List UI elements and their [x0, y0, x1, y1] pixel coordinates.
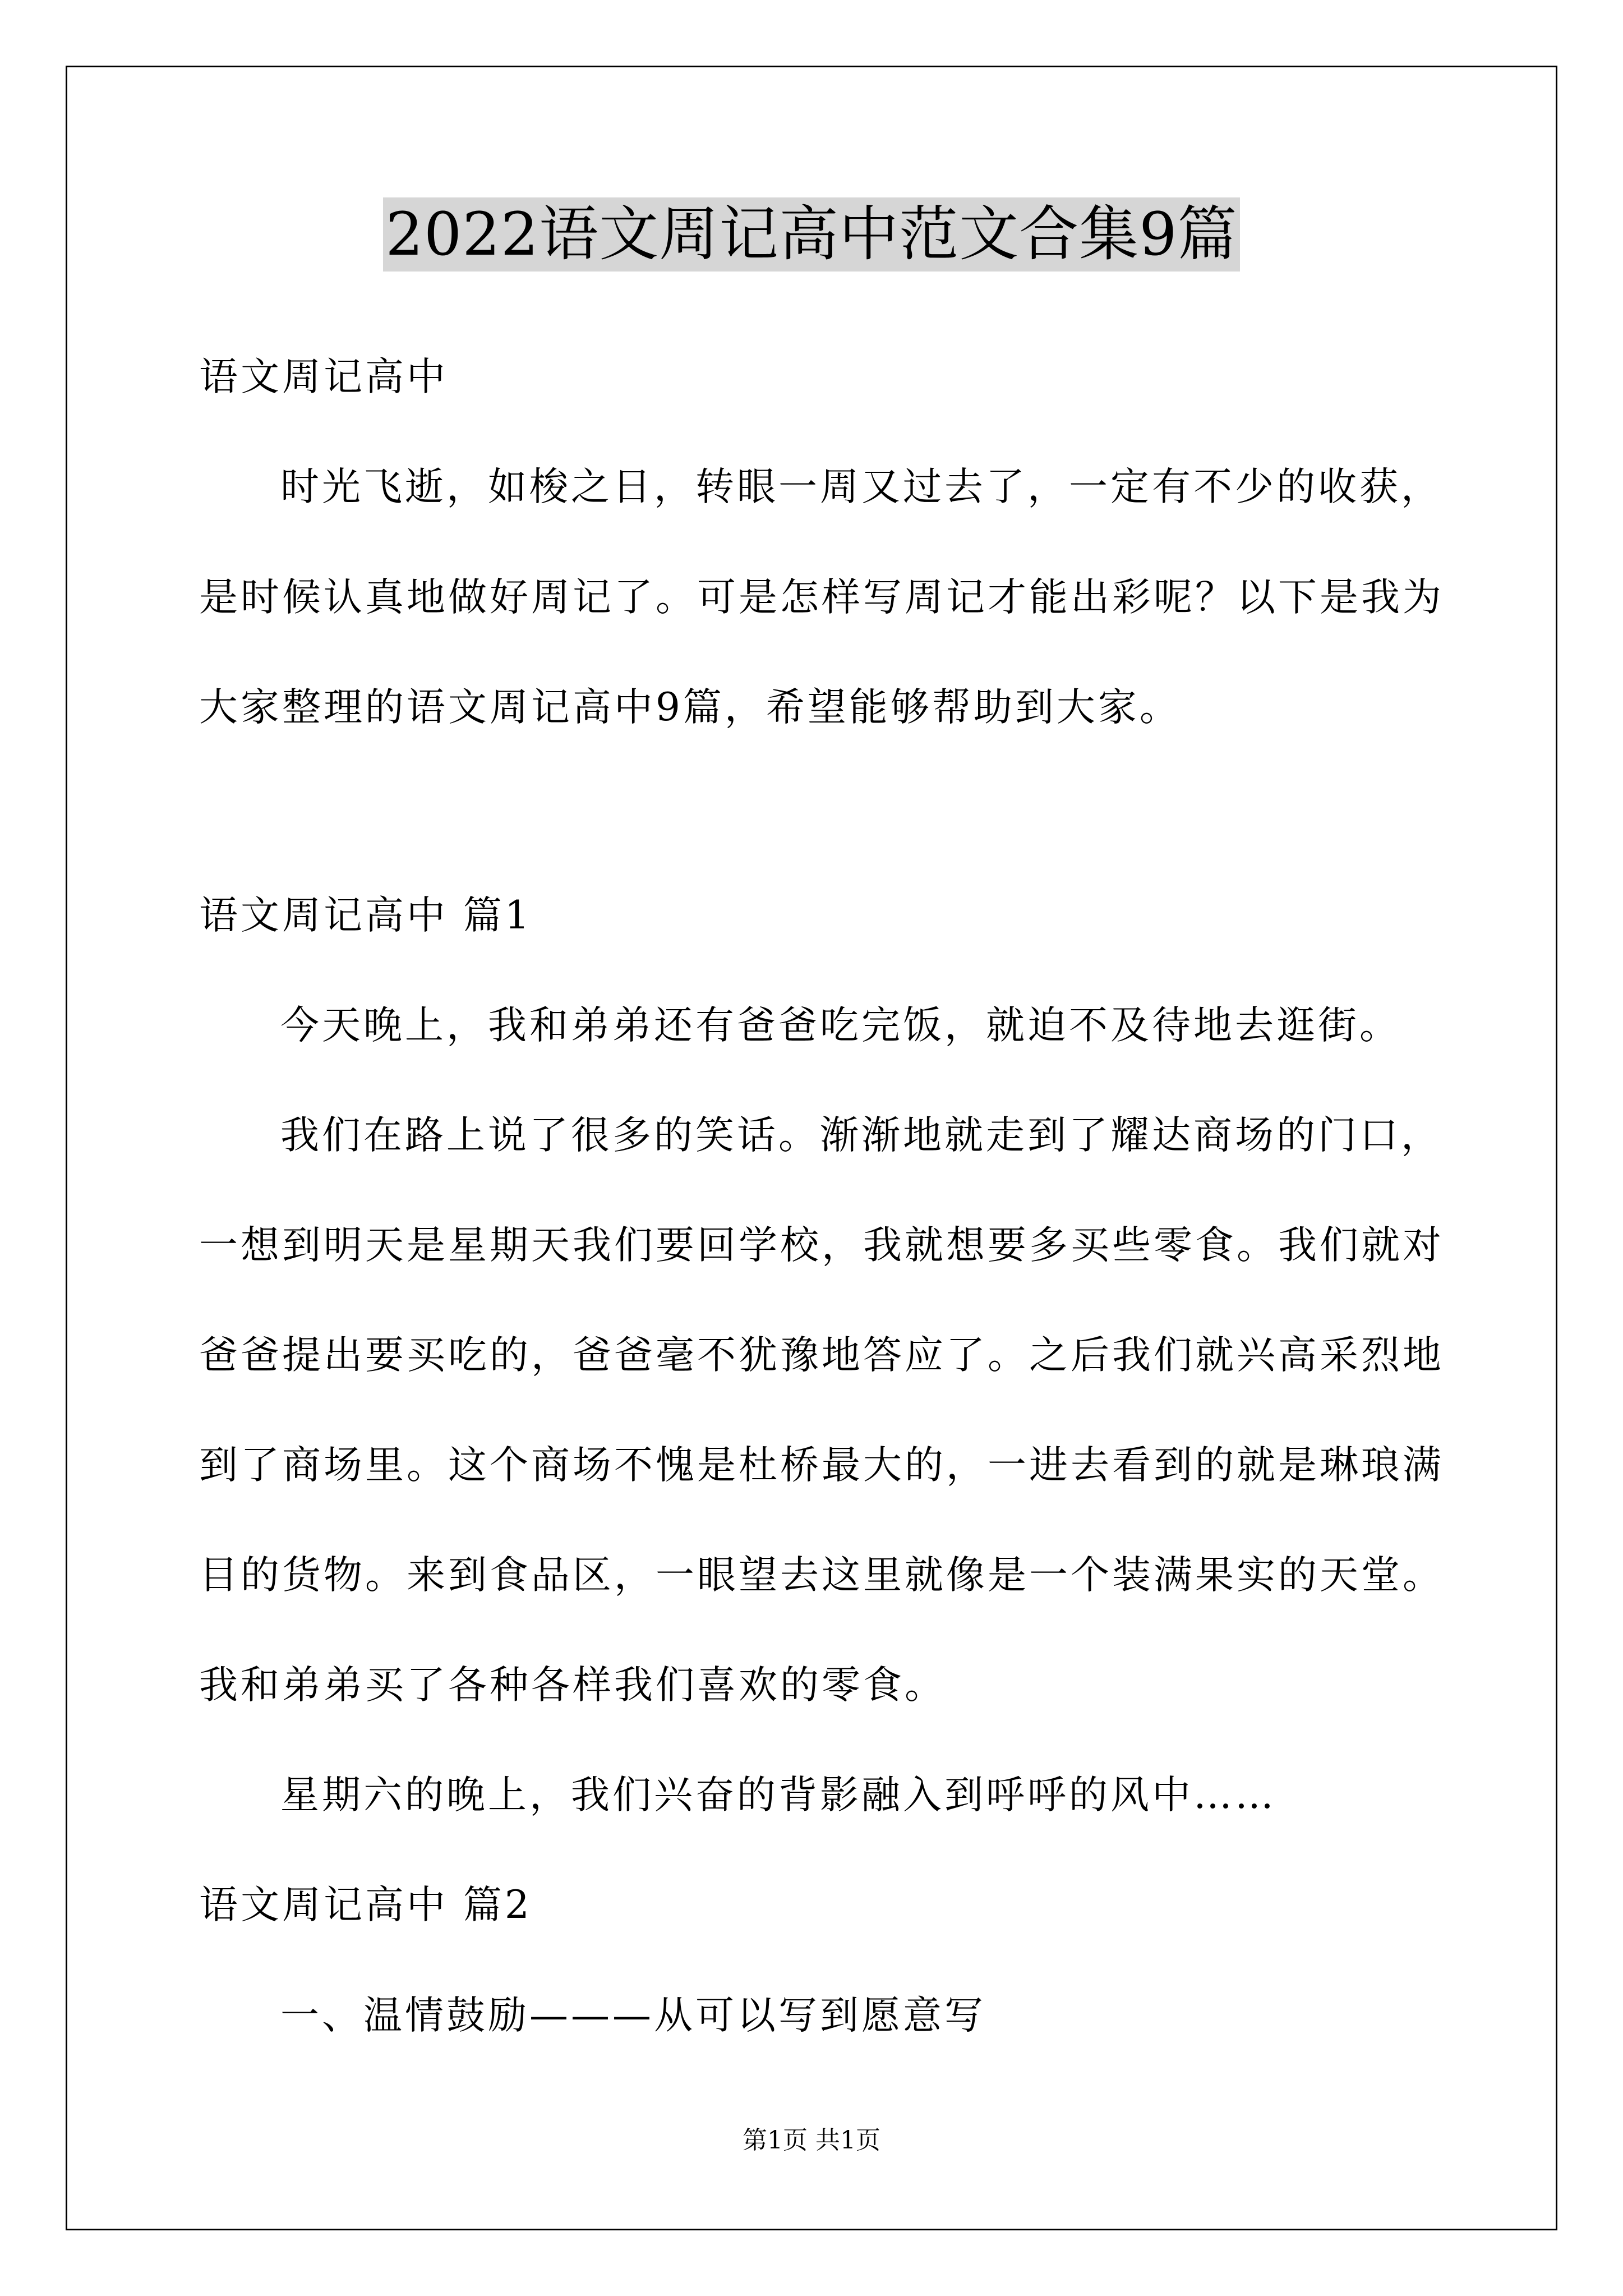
section-2-line-1: 一、温情鼓励———从可以写到愿意写: [280, 1993, 986, 2038]
intro-line-3: 大家整理的语文周记高中9篇，希望能够帮助到大家。: [199, 685, 1181, 730]
section-1-line-7: 我和弟弟买了各种各样我们喜欢的零食。: [199, 1663, 946, 1708]
intro-line-1: 时光飞逝，如梭之日，转眼一周又过去了，一定有不少的收获，: [280, 464, 1442, 509]
section-1-line-4: 爸爸提出要买吃的，爸爸毫不犹豫地答应了。之后我们就兴高采烈地: [199, 1333, 1444, 1378]
section-1-line-3: 一想到明天是星期天我们要回学校，我就想要多买些零食。我们就对: [199, 1223, 1444, 1268]
title-container: [0, 197, 1623, 272]
section-1-heading: 语文周记高中 篇1: [199, 893, 532, 938]
page-number: 第1页 共1页: [743, 2126, 880, 2155]
section-1-line-2: 我们在路上说了很多的笑话。渐渐地就走到了耀达商场的门口，: [280, 1113, 1442, 1158]
section-1-line-5: 到了商场里。这个商场不愧是杜桥最大的，一进去看到的就是琳琅满: [199, 1443, 1444, 1488]
document-title: 2022语文周记高中范文合集9篇: [383, 197, 1239, 272]
section-2-heading: 语文周记高中 篇2: [199, 1883, 532, 1927]
intro-heading: 语文周记高中: [199, 355, 448, 399]
intro-line-2: 是时候认真地做好周记了。可是怎样写周记才能出彩呢？以下是我为: [199, 575, 1444, 620]
section-1-line-1: 今天晚上，我和弟弟还有爸爸吃完饭，就迫不及待地去逛街。: [280, 1003, 1401, 1048]
section-1-line-6: 目的货物。来到食品区，一眼望去这里就像是一个装满果实的天堂。: [199, 1553, 1444, 1598]
section-1-line-8: 星期六的晚上，我们兴奋的背影融入到呼呼的风中……: [280, 1773, 1276, 1818]
